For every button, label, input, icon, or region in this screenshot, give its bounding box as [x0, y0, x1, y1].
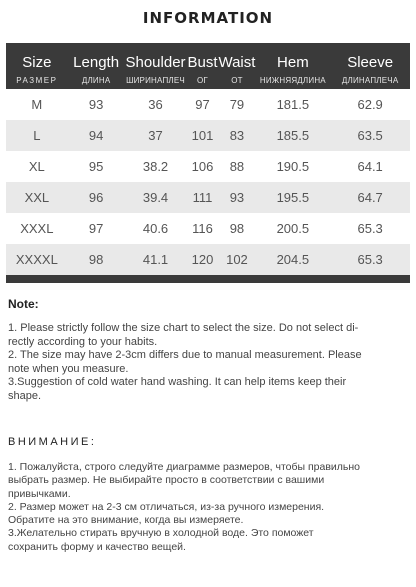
- table-cell: 94: [68, 120, 125, 151]
- ru-note-title: ВНИМАНИЕ:: [8, 436, 97, 448]
- size-chart: [6, 43, 410, 283]
- table-cell: 95: [68, 151, 125, 182]
- ru-note-line: выбрать размер. Не выбирайте просто в соответствии с вашими: [8, 474, 325, 487]
- note-title: Note:: [8, 297, 39, 311]
- table-cell: 98: [218, 213, 255, 244]
- table-cell: 97: [187, 89, 219, 120]
- table-cell: 116: [187, 213, 219, 244]
- table-cell: 65.3: [330, 213, 410, 244]
- table-cell: 41.1: [125, 244, 187, 275]
- table-cell: 190.5: [255, 151, 330, 182]
- header-waist: Waist: [218, 54, 256, 71]
- table-cell: 102: [218, 244, 255, 275]
- table-row: [6, 213, 410, 244]
- table-cell: XXXXL: [6, 244, 68, 275]
- table-cell: 88: [218, 151, 255, 182]
- header-hem: Hem: [277, 54, 309, 71]
- table-cell: 111: [187, 182, 219, 213]
- table-cell: 64.7: [330, 182, 410, 213]
- table-cell: 101: [187, 120, 219, 151]
- table-cell: 83: [218, 120, 255, 151]
- ru-note-line: 3.Желательно стирать вручную в холодной воде. Это поможет: [8, 527, 314, 540]
- header-size-ru: РАЗМЕР: [16, 75, 58, 85]
- table-cell: 39.4: [125, 182, 187, 213]
- header-size: Size: [22, 54, 52, 71]
- table-cell: 181.5: [255, 89, 330, 120]
- ru-note-text: [8, 461, 408, 554]
- table-row: [6, 120, 410, 151]
- ru-note-line: сохранить форму и качество вещей.: [8, 540, 186, 553]
- table-cell: 93: [68, 89, 125, 120]
- header-waist-ru: ОТ: [231, 75, 243, 85]
- ru-note-line: привычками.: [8, 487, 71, 500]
- header-sleeve: Sleeve: [347, 54, 394, 71]
- table-row: [6, 89, 410, 120]
- table-row: [6, 151, 410, 182]
- table-cell: 120: [187, 244, 219, 275]
- table-cell: 65.3: [330, 244, 410, 275]
- table-cell: 38.2: [125, 151, 187, 182]
- note-line: note when you measure.: [8, 362, 129, 375]
- table-cell: 64.1: [330, 151, 410, 182]
- table-cell: 36: [125, 89, 187, 120]
- table-cell: M: [6, 89, 68, 120]
- table-row: [6, 244, 410, 275]
- header-bust-ru: ОГ: [197, 75, 208, 85]
- ru-note-line: 2. Размер может на 2-3 см отличаться, из-за ручного измерения.: [8, 500, 325, 513]
- table-cell: 97: [68, 213, 125, 244]
- page-title: INFORMATION: [142, 9, 274, 27]
- header-sleeve-ru: ДЛИНАПЛЕЧА: [341, 75, 399, 85]
- note-line: 3.Suggestion of cold water hand washing. It can help items keep their: [8, 376, 347, 388]
- table-cell: XXL: [6, 182, 68, 213]
- table-cell: 40.6: [125, 213, 187, 244]
- table-cell: 63.5: [330, 120, 410, 151]
- table-cell: 96: [68, 182, 125, 213]
- table-cell: 204.5: [255, 244, 330, 275]
- table-cell: 185.5: [255, 120, 330, 151]
- table-cell: 37: [125, 120, 187, 151]
- note-text: [8, 322, 408, 403]
- header-hem-ru: НИЖНЯЯДЛИНА: [259, 75, 326, 85]
- table-cell: 106: [187, 151, 219, 182]
- size-table: [6, 43, 410, 275]
- table-cell: 93: [218, 182, 255, 213]
- header-length: Length: [73, 54, 120, 71]
- note-line: rectly according to your habits.: [8, 335, 158, 348]
- header-bust: Bust: [187, 54, 218, 71]
- table-cell: XL: [6, 151, 68, 182]
- note-line: shape.: [8, 389, 42, 402]
- table-cell: 62.9: [330, 89, 410, 120]
- note-line: 1. Please strictly follow the size chart to select the size. Do not select di-: [8, 322, 359, 334]
- table-cell: XXXL: [6, 213, 68, 244]
- table-cell: 195.5: [255, 182, 330, 213]
- table-cell: 79: [218, 89, 255, 120]
- table-cell: 98: [68, 244, 125, 275]
- ru-note-line: Обратите на это внимание, когда вы измеряете.: [8, 514, 244, 527]
- table-row: [6, 182, 410, 213]
- note-line: 2. The size may have 2-3cm differs due to manual measurement. Please: [8, 349, 362, 361]
- header-length-ru: ДЛИНА: [81, 75, 111, 85]
- table-cell: 200.5: [255, 213, 330, 244]
- table-cell: L: [6, 120, 68, 151]
- ru-note-line: 1. Пожалуйста, строго следуйте диаграмме размеров, чтобы правильно: [8, 461, 361, 473]
- header-shoulder: Shoulder: [125, 54, 186, 71]
- header-shoulder-ru: ШИРИНАПЛЕЧ: [126, 75, 185, 85]
